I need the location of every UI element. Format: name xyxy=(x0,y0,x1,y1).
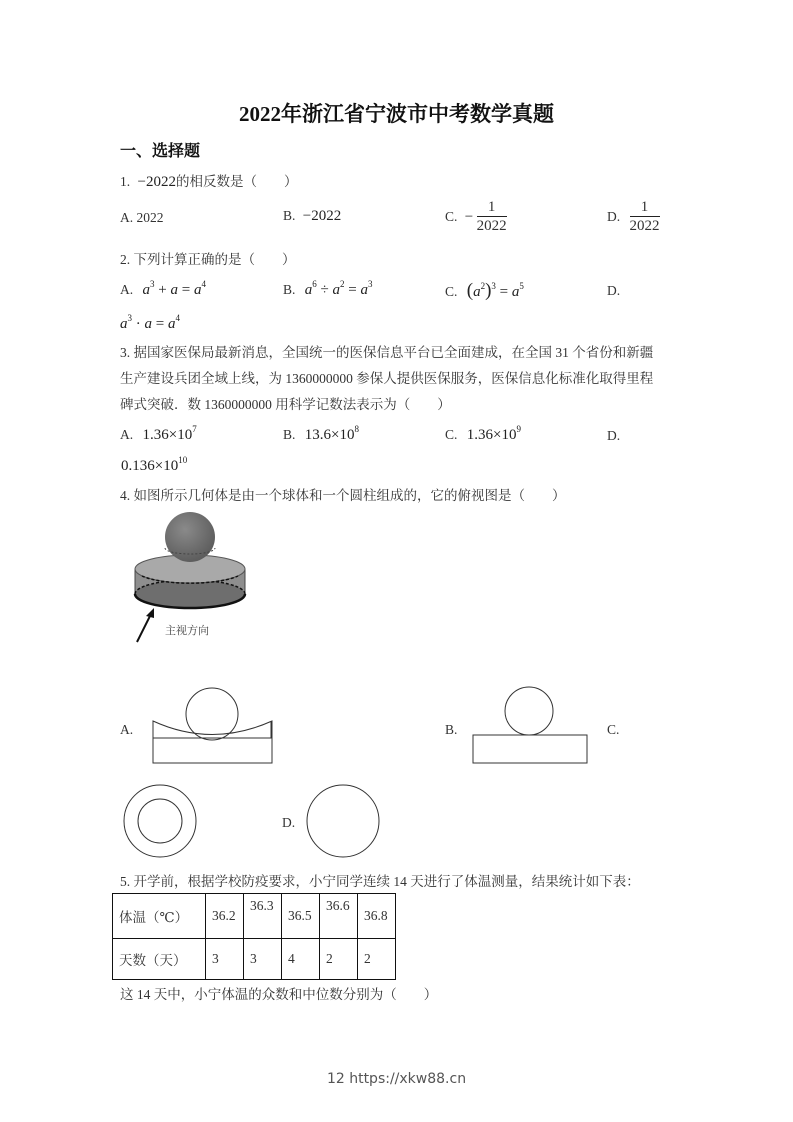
exponent: 10 xyxy=(178,455,188,465)
question-4-stem: 4. 如图所示几何体是由一个球体和一个圆柱组成的，它的俯视图是（ ） xyxy=(120,488,566,503)
option-d-expr xyxy=(120,313,180,333)
option-c-figure xyxy=(123,784,197,858)
table-cell: 2 xyxy=(320,939,358,980)
option-label: A. xyxy=(120,210,134,225)
option-b[interactable] xyxy=(445,722,457,738)
table-cell: 36.6 xyxy=(320,894,358,939)
option-expr: $a^3 \cdot a = a^4$ xyxy=(120,313,180,332)
table-cell: 3 xyxy=(244,939,282,980)
option-label: B. xyxy=(283,427,296,442)
question-text: 的相反数是（ ） xyxy=(175,174,298,189)
fraction xyxy=(477,199,507,235)
option-label: C. xyxy=(445,284,458,299)
option-expr: $a^6 \div a^2 = a^3$ xyxy=(304,279,373,298)
table-header-cell: 天数（天） xyxy=(113,939,206,980)
option-expr: $a^3 + a = a^4$ xyxy=(142,279,206,298)
option-label: D. xyxy=(607,428,621,443)
denominator: 2022 xyxy=(629,218,660,234)
section-heading: 一、选择题 xyxy=(120,143,201,160)
question-1-stem xyxy=(120,170,297,191)
option-d[interactable] xyxy=(607,199,660,235)
option-b-figure xyxy=(472,686,590,766)
table-header-cell: 体温（℃） xyxy=(113,894,206,939)
table-cell: 2 xyxy=(358,939,396,980)
option-label: C. xyxy=(445,209,458,224)
numerator: 1 xyxy=(477,199,507,217)
mantissa: 1.36×10 xyxy=(142,427,193,443)
option-label: A. xyxy=(120,282,134,297)
temperature-table xyxy=(112,893,396,980)
question-3-stem xyxy=(120,340,680,418)
option-d[interactable] xyxy=(282,815,295,831)
question-5-stem: 5. 开学前，根据学校防疫要求，小宁同学连续 14 天进行了体温测量，结果统计如下表： xyxy=(120,874,640,889)
option-label: B. xyxy=(283,208,296,223)
table-row xyxy=(113,894,396,939)
numerator: 1 xyxy=(630,199,660,217)
option-label: B. xyxy=(283,282,296,297)
denominator: 2022 xyxy=(476,218,507,234)
option-a[interactable] xyxy=(120,722,133,738)
mantissa: 1.36×10 xyxy=(466,427,517,443)
question-2-stem xyxy=(120,248,296,268)
option-value: 2022 xyxy=(136,210,164,225)
question-text: 下列计算正确的是（ ） xyxy=(133,252,296,267)
option-c[interactable] xyxy=(445,199,507,235)
table-cell: 36.2 xyxy=(206,894,244,939)
option-c[interactable] xyxy=(607,722,619,738)
option-a[interactable] xyxy=(120,279,206,299)
option-expr: $(a^2)^3 = a^5$ xyxy=(466,280,524,301)
table-cell: 36.5 xyxy=(282,894,320,939)
option-c[interactable] xyxy=(445,280,524,302)
option-d-figure xyxy=(306,784,380,858)
table-cell: 36.8 xyxy=(358,894,396,939)
question-math: −2022 xyxy=(137,174,176,190)
table-cell: 3 xyxy=(206,939,244,980)
exponent: 7 xyxy=(192,424,197,434)
option-label: B. xyxy=(445,722,458,737)
option-b[interactable] xyxy=(283,424,359,444)
page-footer: 12 https://xkw88.cn xyxy=(326,1071,467,1087)
option-label: A. xyxy=(120,722,134,737)
option-label: C. xyxy=(607,722,620,737)
option-label: D. xyxy=(282,815,296,830)
view-direction-arrow xyxy=(134,608,158,644)
page-title: 2022年浙江省宁波市中考数学真题 xyxy=(239,102,554,126)
view-direction-label: 主视方向 xyxy=(165,624,209,637)
option-a[interactable] xyxy=(120,210,164,226)
stem-line: 生产建设兵团全域上线，为 1360000000 参保人提供医保服务，医保信息化标准化取得里程 xyxy=(120,371,654,386)
option-b[interactable] xyxy=(283,279,373,299)
exponent: 9 xyxy=(516,424,521,434)
mantissa: 13.6×10 xyxy=(304,427,355,443)
option-c[interactable] xyxy=(445,424,521,444)
table-cell: 4 xyxy=(282,939,320,980)
option-a[interactable] xyxy=(120,424,197,444)
option-d[interactable] xyxy=(607,283,620,299)
question-number: 1. xyxy=(120,174,131,189)
option-a-base xyxy=(152,721,272,741)
option-b[interactable] xyxy=(283,208,341,225)
question-5-follow-up: 这 14 天中，小宁体温的众数和中位数分别为（ ） xyxy=(120,987,438,1002)
option-label: C. xyxy=(445,427,458,442)
option-label: D. xyxy=(607,283,621,298)
exponent: 8 xyxy=(354,424,359,434)
table-cell: 36.3 xyxy=(244,894,282,939)
option-label: A. xyxy=(120,427,134,442)
minus-sign: − xyxy=(464,208,474,225)
option-value: −2022 xyxy=(302,208,342,224)
question-number: 2. xyxy=(120,252,131,267)
option-d-expr xyxy=(121,455,188,475)
mantissa: 0.136×10 xyxy=(121,458,179,474)
stem-line: 3. 据国家医保局最新消息，全国统一的医保信息平台已全面建成，在全国 31 个省份和新疆 xyxy=(120,345,654,360)
fraction xyxy=(630,199,660,235)
option-d[interactable] xyxy=(607,428,620,444)
option-label: D. xyxy=(607,209,621,224)
table-row xyxy=(113,939,396,980)
stem-line: 碑式突破．数 1360000000 用科学记数法表示为（ ） xyxy=(120,397,451,412)
